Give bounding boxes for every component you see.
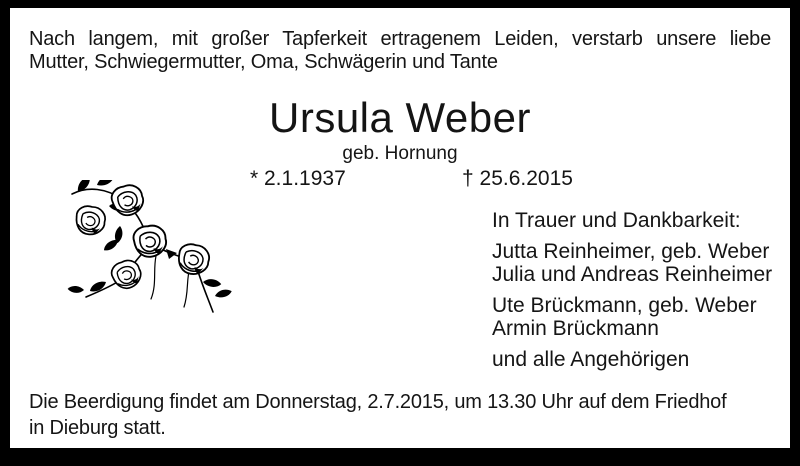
mourner-line: und alle Angehörigen bbox=[492, 348, 690, 371]
funeral-paragraph bbox=[29, 389, 774, 441]
intro-paragraph bbox=[29, 28, 771, 74]
mourner-line: Jutta Reinheimer, geb. Weber bbox=[492, 240, 770, 263]
maiden-name: geb. Hornung bbox=[342, 143, 458, 164]
roses-illustration-icon bbox=[60, 180, 244, 320]
intro-line-2: Mutter, Schwiegermutter, Oma, Schwägerin und Tante bbox=[29, 51, 498, 73]
mourner-line: Ute Brückmann, geb. Weber bbox=[492, 294, 757, 317]
funeral-line-2: in Dieburg statt. bbox=[29, 417, 166, 439]
birth-date: * 2.1.1937 bbox=[250, 167, 346, 190]
mourner-line: Armin Brückmann bbox=[492, 317, 659, 340]
death-date: † 25.6.2015 bbox=[462, 167, 573, 190]
funeral-line-1: Die Beerdigung findet am Donnerstag, 2.7.2015, um 13.30 Uhr auf dem Friedhof bbox=[29, 391, 727, 413]
mourning-heading: In Trauer und Dankbarkeit: bbox=[492, 209, 741, 232]
mourners-block bbox=[492, 209, 782, 371]
intro-line-1: Nach langem, mit großer Tapferkeit ertragenem Leiden, verstarb unsere liebe bbox=[29, 28, 771, 50]
notice-sheet bbox=[10, 8, 790, 448]
mourner-line: Julia und Andreas Reinheimer bbox=[492, 263, 773, 286]
deceased-name: Ursula Weber bbox=[269, 94, 531, 141]
